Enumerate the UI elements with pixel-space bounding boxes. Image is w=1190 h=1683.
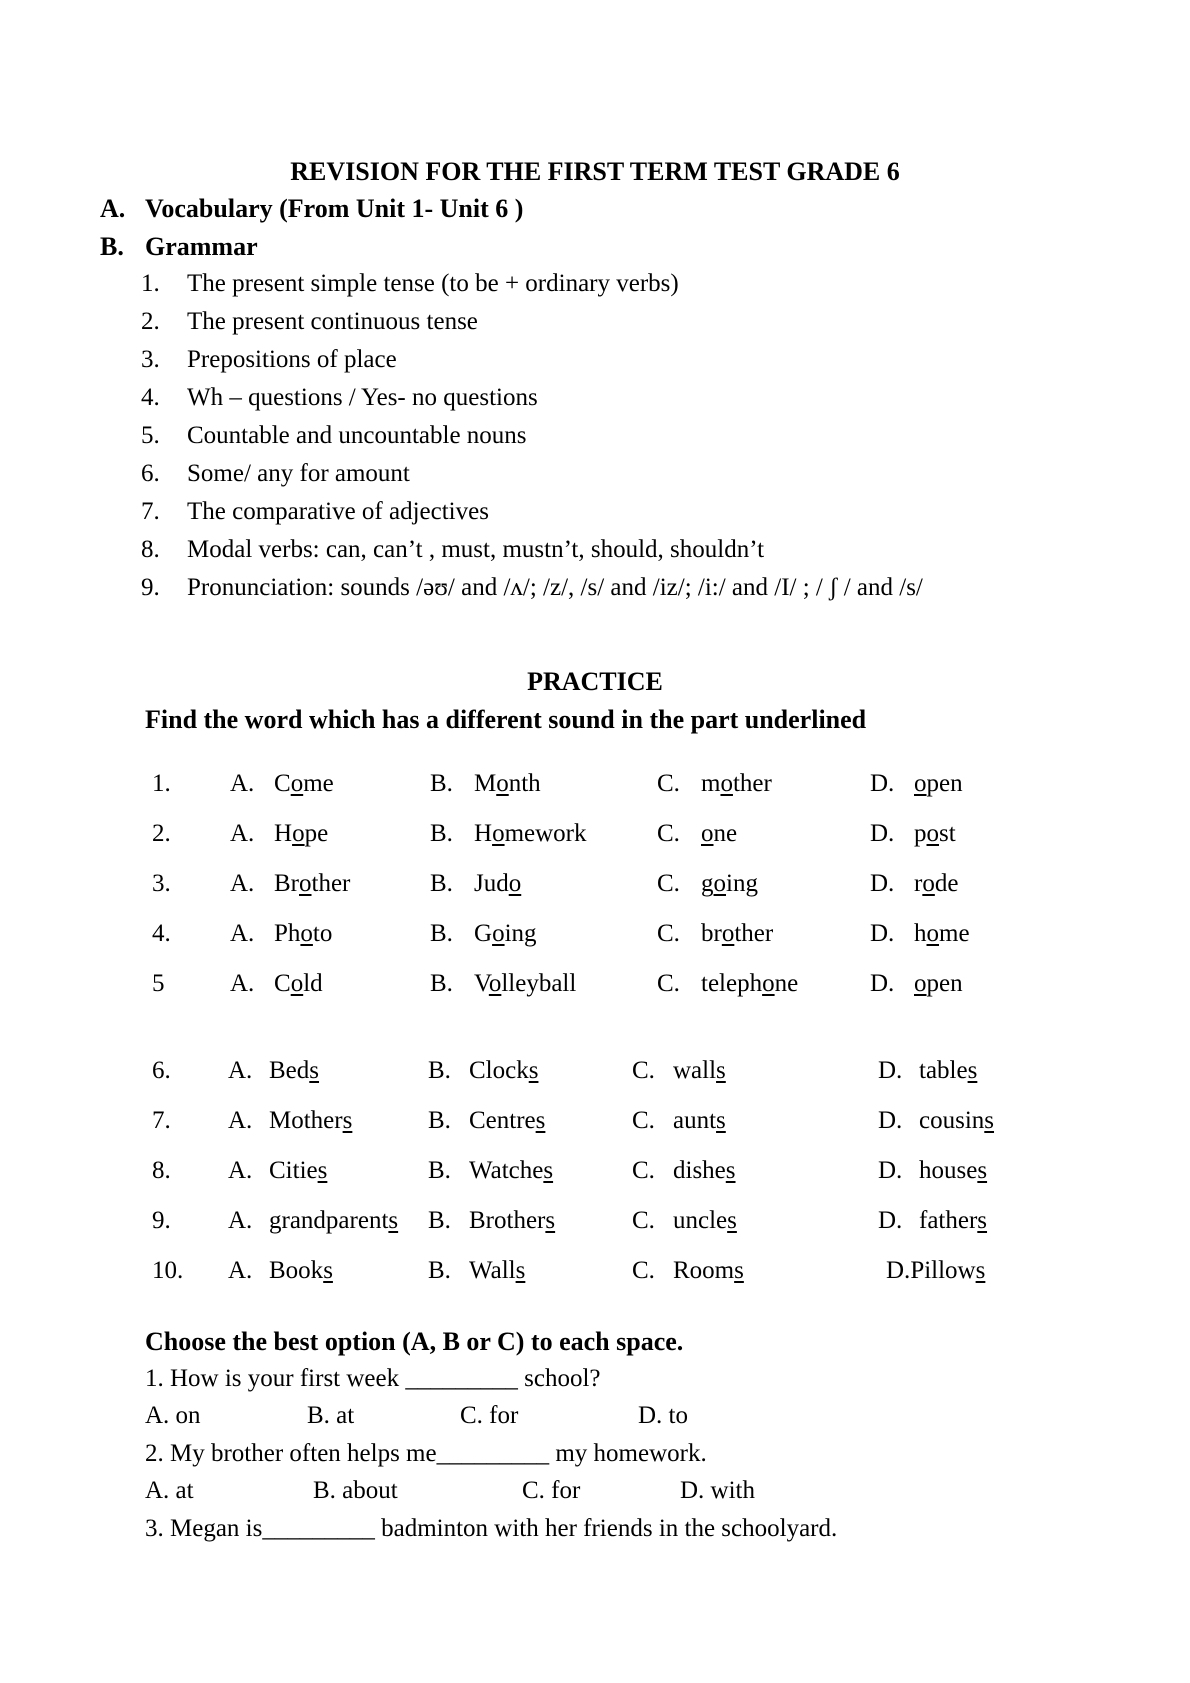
- underlined-part: o: [713, 870, 726, 897]
- grammar-item-number: 6.: [141, 460, 160, 487]
- answer-option: [230, 920, 332, 948]
- answer-option: [632, 1257, 744, 1285]
- word-suffix: st: [939, 820, 956, 847]
- choose-option: C. for: [460, 1402, 519, 1429]
- underlined-part: s: [967, 1057, 978, 1084]
- choose-option: A. at: [145, 1477, 194, 1504]
- grammar-item-number: 1.: [141, 270, 160, 297]
- word-prefix: r: [914, 870, 923, 897]
- answer-option: [657, 770, 772, 798]
- answer-option: [657, 820, 737, 848]
- option-label: B.: [430, 870, 453, 897]
- word-prefix: Bed: [269, 1057, 310, 1084]
- word-prefix: father: [919, 1207, 978, 1234]
- underlined-part: o: [290, 970, 304, 997]
- underlined-part: o: [492, 920, 505, 947]
- word-prefix: Brother: [469, 1207, 546, 1234]
- grammar-item: [141, 422, 527, 450]
- underlined-part: o: [762, 970, 775, 997]
- underlined-part: o: [290, 770, 304, 797]
- underlined-part: o: [299, 870, 312, 897]
- option-label: B.: [430, 920, 453, 947]
- underlined-part: s: [309, 1057, 320, 1084]
- answer-option: [430, 770, 541, 798]
- underlined-part: o: [926, 920, 939, 947]
- underlined-part: s: [984, 1107, 995, 1134]
- option-label: B.: [428, 1057, 451, 1084]
- underlined-part: o: [496, 770, 509, 797]
- question-number: 7.: [152, 1107, 171, 1134]
- answer-option: [870, 870, 958, 898]
- word-prefix: br: [701, 920, 722, 947]
- answer-option: [657, 870, 758, 898]
- option-label: B.: [430, 970, 453, 997]
- underlined-part: o: [701, 820, 714, 847]
- word-prefix: Watche: [469, 1157, 544, 1184]
- option-label: D.: [878, 1107, 903, 1134]
- underlined-part: s: [977, 1207, 988, 1234]
- underlined-part: s: [725, 1157, 736, 1184]
- answer-option: [870, 820, 956, 848]
- grammar-item-text: Wh – questions / Yes- no questions: [187, 384, 538, 411]
- underlined-part: s: [342, 1107, 353, 1134]
- underlined-part: s: [535, 1107, 546, 1134]
- option-label: D.: [870, 920, 895, 947]
- word-prefix: uncle: [673, 1207, 728, 1234]
- answer-option: [870, 920, 970, 948]
- answer-option: [230, 820, 328, 848]
- word-suffix: pen: [926, 770, 963, 797]
- option-label: B.: [428, 1257, 451, 1284]
- word-prefix: p: [914, 820, 927, 847]
- word-prefix: Pillow: [910, 1257, 976, 1284]
- underlined-part: o: [488, 970, 502, 997]
- underlined-part: o: [914, 770, 927, 797]
- question-number: 1.: [152, 770, 171, 797]
- word-suffix: ld: [303, 970, 323, 997]
- option-label: C.: [632, 1257, 655, 1284]
- option-label: A.: [230, 770, 255, 797]
- section-letter: B.: [100, 232, 124, 261]
- answer-option: [657, 920, 773, 948]
- word-prefix: Wall: [469, 1257, 516, 1284]
- underlined-part: o: [720, 770, 733, 797]
- word-suffix: me: [939, 920, 970, 947]
- word-prefix: grandparent: [269, 1207, 389, 1234]
- option-label: A.: [228, 1057, 253, 1084]
- answer-option: [228, 1157, 327, 1185]
- answer-option: [428, 1257, 525, 1285]
- grammar-item-number: 8.: [141, 536, 160, 563]
- question-number: 3.: [152, 870, 171, 897]
- choose-question-text: 2. My brother often helps me_________ my homework.: [145, 1440, 707, 1467]
- underlined-part: o: [300, 920, 313, 947]
- section-text: Grammar: [145, 232, 258, 261]
- word-suffix: ing: [726, 870, 758, 897]
- underlined-part: o: [926, 820, 939, 847]
- option-label: B.: [428, 1107, 451, 1134]
- option-label: C.: [632, 1207, 655, 1234]
- option-label: A.: [230, 920, 255, 947]
- word-suffix: lleyball: [501, 970, 577, 997]
- answer-option: [428, 1157, 553, 1185]
- word-prefix: teleph: [701, 970, 763, 997]
- option-label: B.: [428, 1207, 451, 1234]
- word-prefix: V: [474, 970, 489, 997]
- grammar-item: [141, 460, 410, 488]
- option-label: D.: [870, 820, 895, 847]
- word-prefix: Mother: [269, 1107, 343, 1134]
- option-label: A.: [230, 870, 255, 897]
- underlined-part: o: [508, 870, 522, 897]
- answer-option: [870, 770, 963, 798]
- underlined-part: s: [727, 1207, 737, 1234]
- underlined-part: o: [292, 820, 305, 847]
- word-prefix: C: [274, 770, 291, 797]
- answer-option: [632, 1107, 726, 1135]
- option-label: A.: [230, 820, 255, 847]
- grammar-item-number: 9.: [141, 574, 160, 601]
- grammar-item: [141, 498, 489, 526]
- grammar-item: [141, 308, 478, 336]
- answer-option: [870, 970, 963, 998]
- option-label: D.: [870, 870, 895, 897]
- word-prefix: g: [701, 870, 714, 897]
- option-label: C.: [632, 1107, 655, 1134]
- answer-option: [230, 770, 334, 798]
- answer-option: [657, 970, 798, 998]
- section-vocabulary: [100, 194, 523, 224]
- question-number: 2.: [152, 820, 171, 847]
- word-suffix: ther: [732, 770, 772, 797]
- answer-option: [228, 1107, 352, 1135]
- grammar-item-number: 5.: [141, 422, 160, 449]
- grammar-item: [141, 346, 397, 374]
- word-suffix: mework: [504, 820, 587, 847]
- question-number: 4.: [152, 920, 171, 947]
- answer-option: [632, 1057, 726, 1085]
- word-prefix: H: [274, 820, 293, 847]
- option-label: C.: [657, 870, 680, 897]
- word-prefix: Citie: [269, 1157, 318, 1184]
- page-title: REVISION FOR THE FIRST TERM TEST GRADE 6: [290, 157, 900, 186]
- grammar-item-text: Pronunciation: sounds /əʊ/ and /ʌ/; /z/, /s/ and /iz/; /i:/ and /I/ ; / ʃ / and /s/: [187, 574, 923, 601]
- underlined-part: s: [716, 1057, 726, 1084]
- question-number: 10.: [152, 1257, 184, 1284]
- grammar-item-number: 7.: [141, 498, 160, 525]
- answer-option: [228, 1257, 333, 1285]
- grammar-item-text: The present simple tense (to be + ordinary verbs): [187, 270, 679, 297]
- option-label: C.: [632, 1157, 655, 1184]
- choose-option: B. at: [307, 1402, 355, 1429]
- word-suffix: to: [312, 920, 333, 947]
- option-label: A.: [228, 1207, 253, 1234]
- word-prefix: M: [474, 770, 497, 797]
- word-suffix: ne: [774, 970, 799, 997]
- underlined-part: s: [323, 1257, 333, 1284]
- grammar-item: [141, 536, 764, 564]
- answer-option: [878, 1057, 977, 1085]
- word-suffix: ne: [713, 820, 738, 847]
- underlined-part: s: [734, 1257, 744, 1284]
- option-label: D.: [870, 970, 895, 997]
- answer-option: [228, 1057, 319, 1085]
- choose-option: A. on: [145, 1402, 201, 1429]
- section-letter: A.: [100, 194, 126, 223]
- grammar-item-text: The comparative of adjectives: [187, 498, 489, 525]
- option-label: A.: [230, 970, 255, 997]
- word-prefix: table: [919, 1057, 968, 1084]
- underlined-part: o: [914, 970, 927, 997]
- word-prefix: aunt: [673, 1107, 717, 1134]
- choose-option: B. about: [313, 1477, 398, 1504]
- option-label: A.: [228, 1157, 253, 1184]
- option-label: C.: [657, 970, 680, 997]
- word-prefix: Room: [673, 1257, 735, 1284]
- option-label: C.: [632, 1057, 655, 1084]
- word-prefix: Br: [274, 870, 299, 897]
- grammar-item-text: Some/ any for amount: [187, 460, 410, 487]
- section-text: Vocabulary (From Unit 1- Unit 6 ): [145, 194, 524, 223]
- word-prefix: Book: [269, 1257, 324, 1284]
- word-prefix: H: [474, 820, 493, 847]
- answer-option: [632, 1157, 736, 1185]
- word-prefix: Ph: [274, 920, 301, 947]
- sound-instruction: Find the word which has a different sound in the part underlined: [145, 705, 867, 734]
- choose-option: D. with: [680, 1477, 755, 1504]
- grammar-item-text: Modal verbs: can, can’t , must, mustn’t, should, shouldn’t: [187, 536, 765, 563]
- word-prefix: wall: [673, 1057, 717, 1084]
- word-suffix: ing: [504, 920, 537, 947]
- underlined-part: o: [922, 870, 935, 897]
- grammar-item-number: 3.: [141, 346, 160, 373]
- answer-option: [428, 1107, 545, 1135]
- option-label: B.: [428, 1157, 451, 1184]
- word-prefix: Jud: [474, 870, 509, 897]
- word-prefix: h: [914, 920, 927, 947]
- word-prefix: G: [474, 920, 493, 947]
- grammar-item-text: Countable and uncountable nouns: [187, 422, 527, 449]
- word-suffix: me: [303, 770, 334, 797]
- answer-option: [228, 1207, 398, 1235]
- word-prefix: house: [919, 1157, 978, 1184]
- underlined-part: s: [317, 1157, 328, 1184]
- answer-option: [430, 970, 576, 998]
- word-suffix: ther: [734, 920, 774, 947]
- answer-option: [428, 1057, 538, 1085]
- answer-option: [430, 920, 537, 948]
- word-prefix: dishe: [673, 1157, 726, 1184]
- underlined-part: s: [388, 1207, 399, 1234]
- word-suffix: pen: [926, 970, 963, 997]
- choose-option: C. for: [522, 1477, 581, 1504]
- underlined-part: s: [975, 1257, 986, 1284]
- choose-option: D. to: [638, 1402, 688, 1429]
- answer-option: [428, 1207, 555, 1235]
- underlined-part: s: [977, 1157, 988, 1184]
- grammar-item: [141, 384, 538, 412]
- question-number: 9.: [152, 1207, 171, 1234]
- option-label: D.: [870, 770, 895, 797]
- option-label: A.: [228, 1107, 253, 1134]
- underlined-part: s: [545, 1207, 556, 1234]
- question-number: 5: [152, 970, 165, 997]
- grammar-item-text: Prepositions of place: [187, 346, 397, 373]
- grammar-item-text: The present continuous tense: [187, 308, 478, 335]
- underlined-part: o: [492, 820, 505, 847]
- question-number: 8.: [152, 1157, 171, 1184]
- answer-option: [230, 870, 350, 898]
- underlined-part: s: [528, 1057, 539, 1084]
- choose-instruction: Choose the best option (A, B or C) to each space.: [145, 1327, 684, 1356]
- section-grammar: [100, 232, 258, 262]
- word-suffix: ther: [311, 870, 351, 897]
- option-label: A.: [228, 1257, 253, 1284]
- underlined-part: s: [515, 1257, 526, 1284]
- answer-option: [886, 1257, 985, 1285]
- word-prefix: C: [274, 970, 291, 997]
- word-suffix: pe: [304, 820, 329, 847]
- option-label: D.: [878, 1207, 903, 1234]
- underlined-part: o: [721, 920, 735, 947]
- grammar-item: [141, 270, 679, 298]
- answer-option: [878, 1157, 987, 1185]
- practice-title: PRACTICE: [527, 667, 663, 696]
- word-prefix: Clock: [469, 1057, 529, 1084]
- option-label: B.: [430, 820, 453, 847]
- option-label: C.: [657, 820, 680, 847]
- choose-question-text: 3. Megan is_________ badminton with her friends in the schoolyard.: [145, 1515, 838, 1542]
- word-prefix: cousin: [919, 1107, 985, 1134]
- choose-question-text: 1. How is your first week _________ school?: [145, 1365, 601, 1392]
- answer-option: [632, 1207, 737, 1235]
- option-label: D.: [878, 1157, 903, 1184]
- option-label: C.: [657, 770, 680, 797]
- word-suffix: nth: [508, 770, 541, 797]
- option-label: D.: [878, 1057, 903, 1084]
- answer-option: [878, 1107, 994, 1135]
- option-label: C.: [657, 920, 680, 947]
- word-prefix: m: [701, 770, 721, 797]
- answer-option: [430, 870, 521, 898]
- underlined-part: s: [716, 1107, 726, 1134]
- word-suffix: de: [934, 870, 959, 897]
- grammar-item-number: 4.: [141, 384, 160, 411]
- grammar-item: [141, 574, 923, 602]
- option-label: D.: [886, 1257, 911, 1284]
- answer-option: [230, 970, 323, 998]
- answer-option: [430, 820, 586, 848]
- word-prefix: Centre: [469, 1107, 536, 1134]
- question-number: 6.: [152, 1057, 171, 1084]
- grammar-item-number: 2.: [141, 308, 160, 335]
- answer-option: [878, 1207, 987, 1235]
- option-label: B.: [430, 770, 453, 797]
- underlined-part: s: [543, 1157, 554, 1184]
